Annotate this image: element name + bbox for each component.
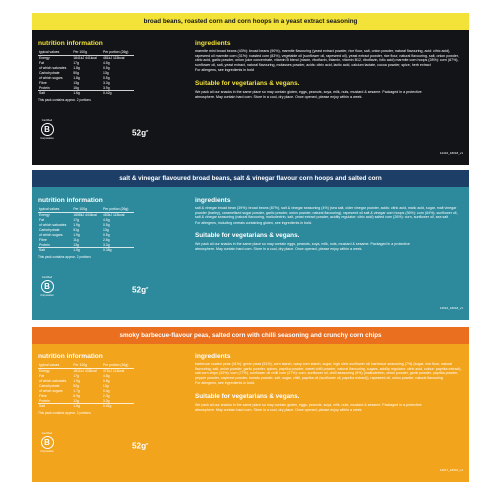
- table-cell: 0.41g: [102, 404, 134, 409]
- table-cell: Fibre: [39, 237, 47, 242]
- table-cell: 1.9g: [73, 232, 80, 237]
- product-banner: broad beans, roasted corn and corn hoops in a yeast extract seasoning: [32, 13, 469, 30]
- table-cell: Fibre: [39, 393, 47, 398]
- table-cell: 17g: [73, 374, 79, 379]
- table-cell: 1841kJ 441kcal: [73, 56, 97, 61]
- table-cell: Protein: [39, 242, 50, 247]
- table-cell: 4.5g: [102, 61, 110, 66]
- product-banner: smoky barbecue-flavour peas, salted corn with chilli seasoning and crunchy corn chips: [32, 327, 469, 344]
- table-cell: Carbohydrate: [39, 227, 60, 232]
- table-cell: 1.9g: [73, 379, 80, 384]
- table-cell: Fat: [39, 374, 44, 379]
- table-cell: 483kJ 115kcal: [102, 213, 125, 218]
- nutrition-title: nutrition information: [38, 197, 103, 204]
- table-cell: 51g: [73, 227, 79, 232]
- table-cell: of which sugars: [39, 75, 63, 80]
- cert-top-label: Certified: [41, 118, 53, 122]
- table-cell: 3.3g: [102, 242, 110, 247]
- table-cell: 0.42g: [102, 91, 134, 96]
- portions-note: This pack contains approx. 2 portions: [38, 254, 91, 259]
- pack-weight: [132, 285, 148, 295]
- table-cell: 1.8g: [73, 75, 80, 80]
- table-cell: 17g: [73, 61, 79, 66]
- b-corp-logo-icon: B: [41, 123, 54, 136]
- vegan-title: Suitable for vegetarians & vegans.: [195, 79, 300, 87]
- table-cell: 1858kJ 444kcal: [73, 213, 97, 218]
- table-header-cell: typical values: [38, 363, 72, 368]
- storage-text: We pack all our snacks in the same place so may contain gluten, eggs, peanuts, soya, milk, nuts, mustard & sesame. Packaged in a protective atmosphere. May contain hard corn. Store in a cool, dry place. Once opened, please enjoy within a week.: [195, 89, 422, 99]
- table-cell: 1.6g: [72, 91, 102, 96]
- b-corp-certification: [38, 119, 56, 140]
- pack-code: 12516_18018_v1: [439, 306, 463, 310]
- table-cell: of which sugars: [39, 388, 63, 393]
- table-cell: of which saturates: [39, 379, 67, 384]
- table-cell: 13g: [73, 80, 79, 85]
- nutrition-title: nutrition information: [38, 40, 103, 47]
- table-header-cell: Per 100g: [72, 50, 102, 55]
- estimated-mark: e: [146, 441, 149, 446]
- table-cell: Salt: [38, 248, 72, 253]
- table-cell: 1.6g: [72, 404, 102, 409]
- table-cell: 3.2g: [102, 398, 110, 403]
- cert-top-label: Certified: [41, 431, 53, 435]
- pack-weight: [132, 128, 148, 138]
- table-row: [38, 91, 134, 96]
- table-cell: Energy: [39, 56, 50, 61]
- table-cell: 12g: [73, 398, 79, 403]
- table-cell: 8.9g: [73, 393, 80, 398]
- table-cell: 2.8g: [102, 237, 110, 242]
- panel-smoky-barbecue: [32, 327, 469, 482]
- cert-top-label: Certified: [41, 275, 53, 279]
- estimated-mark: e: [146, 128, 149, 133]
- b-corp-certification: [38, 432, 56, 453]
- table-cell: Fibre: [39, 80, 47, 85]
- storage-text: We pack all our snacks in the same place so may contain eggs, peanuts, soya, milk, nuts, mustard & sesame. Packaged in a protective atmosphere. May contain hard corn. Store in a cool, dry place. Once opened, please enjoy within a week.: [195, 242, 410, 251]
- table-cell: 0.5g: [102, 75, 110, 80]
- table-cell: 1.8g: [73, 66, 80, 71]
- product-banner: salt & vinegar flavoured broad beans, salt & vinegar flavour corn hoops and salted corn: [32, 170, 469, 187]
- table-cell: 13g: [73, 242, 79, 247]
- weight-value: 52g: [132, 285, 147, 295]
- table-cell: of which saturates: [39, 223, 67, 228]
- pack-weight: [132, 441, 148, 451]
- table-cell: 0.38g: [102, 248, 134, 253]
- nutrition-table: [38, 207, 134, 253]
- vegan-title: Suitable for vegetarians & vegans.: [195, 232, 300, 240]
- table-cell: 50g: [73, 70, 79, 75]
- table-row: [38, 248, 134, 253]
- allergen-note: For allergens, including cereals containing gluten, see ingredients in bold.: [195, 220, 312, 225]
- table-header-cell: typical values: [38, 50, 72, 55]
- pack-code: 12917_18018_v1: [439, 468, 463, 472]
- storage-text: We pack all our snacks in the same place so may contain gluten, eggs, peanuts, soya, milk, nuts, mustard & sesame. Packaged in a protective atmosphere. May contain hard corn. Store in a cool, dry place. Once opened, please enjoy within a week.: [195, 402, 422, 412]
- table-cell: 481kJ 115kcal: [102, 56, 125, 61]
- table-cell: Salt: [38, 91, 72, 96]
- table-cell: 1.5g: [72, 248, 102, 253]
- b-corp-logo-icon: B: [41, 280, 54, 293]
- table-header-cell: Per portion (26g): [102, 363, 134, 368]
- table-cell: of which sugars: [39, 232, 63, 237]
- cert-bottom-label: Corporation: [40, 450, 54, 454]
- table-cell: Energy: [39, 369, 50, 374]
- allergen-note: For allergens, see ingredients in bold: [195, 68, 254, 73]
- pack-code: 12416_18018_v1: [439, 151, 463, 155]
- table-row: [38, 404, 134, 409]
- table-header-cell: Per portion (26g): [102, 207, 134, 212]
- table-cell: 4.5g: [102, 218, 110, 223]
- ingredients-text: salt & vinegar broad bean (39%): broad beans (87%), salt & vinegar seasoning (4%) (sea salt, cider vinegar powder, acids: citric acid, malic acid, sugar, malt vinegar powder (barley), caramelised sugar powder, garlic powder, onion powder, natural flavouring), rapeseed oil salt & vinegar corn hoops (36%): corn (84%), sunflower oil, salt & vinegar seasoning (natural flavouring, maltodextrin, salt, yeast extract powder, acidity regulator: citric acid) salted corn (26%): corn, sunflower oil, sea salt: [195, 206, 458, 220]
- allergen-note: For allergens, see ingredients in bold.: [195, 381, 255, 386]
- table-cell: 2.3g: [102, 393, 110, 398]
- table-cell: Energy: [39, 213, 50, 218]
- table-header-cell: Per 100g: [72, 363, 102, 368]
- table-cell: Fat: [39, 218, 44, 223]
- ingredients-text: barbecue coated peas (41%): green peas (51%), corn starch, waxy corn starch, sugar, high oleic sunflower oil, barbecue seasoning (7%) (sugar, rice flour, natural flavouring, salt, onion powder, garlic powder, spices, paprika powder, sweet chilli powder, natural flavouring, sugars, acidity regulator: citric acid, colour: paprika extract), salt corn chips (33%): corn (77%), sunflower oil chilli corn (27%): corn, sunflower oil, chilli seasoning (5%) (maltodextrin, onion powder, garlic powder, paprika powder, pepper powder, cayenne powder, tomato powder, salt, sugar, chilli, paprika oil (sunflower oil, paprika extract)), rapeseed oil, onion powder, natural flavouring: [195, 362, 462, 380]
- table-cell: 1811kJ 433kcal: [73, 369, 97, 374]
- table-cell: 0.5g: [102, 223, 110, 228]
- table-cell: 13g: [102, 383, 109, 388]
- table-cell: 3.3g: [102, 80, 110, 85]
- table-cell: Carbohydrate: [39, 70, 60, 75]
- nutrition-title: nutrition information: [38, 353, 103, 360]
- portions-note: This pack contains approx. 2 portions: [38, 410, 91, 415]
- table-cell: 11g: [73, 237, 79, 242]
- table-cell: 471kJ 113kcal: [102, 369, 125, 374]
- weight-value: 52g: [132, 128, 147, 138]
- table-cell: Salt: [38, 404, 72, 409]
- ingredients-title: ingredients: [195, 353, 231, 360]
- b-corp-logo-icon: B: [41, 436, 54, 449]
- nutrition-section: [38, 197, 188, 298]
- cert-bottom-label: Corporation: [40, 294, 54, 298]
- table-cell: 1.7g: [73, 388, 80, 393]
- table-header-cell: typical values: [38, 207, 72, 212]
- vegan-title: Suitable for vegetarians & vegans.: [195, 392, 300, 400]
- ingredients-title: ingredients: [195, 40, 231, 47]
- panel-salt-vinegar: [32, 170, 469, 320]
- nutrition-section: [38, 353, 188, 454]
- table-cell: 1.9g: [73, 223, 80, 228]
- table-cell: 4.5g: [102, 374, 110, 379]
- ingredients-section: [195, 197, 463, 252]
- nutrition-table: [38, 50, 134, 96]
- table-cell: Fat: [39, 61, 44, 66]
- table-cell: 13g: [102, 70, 109, 75]
- portions-note: This pack contains approx. 2 portions: [38, 97, 91, 102]
- weight-value: 52g: [132, 441, 147, 451]
- table-cell: 0.4g: [102, 388, 110, 393]
- table-cell: 15g: [73, 85, 79, 90]
- nutrition-table: [38, 363, 134, 409]
- table-cell: 17g: [73, 218, 79, 223]
- ingredients-section: [195, 353, 463, 412]
- cert-bottom-label: Corporation: [40, 137, 54, 141]
- estimated-mark: e: [146, 285, 149, 290]
- table-header-cell: Per portion (26g): [102, 50, 134, 55]
- table-cell: 52g: [73, 383, 79, 388]
- table-header-cell: Per 100g: [72, 207, 102, 212]
- ingredients-text: marmite mini broad beans (43%): broad beans (90%), marmite flavouring (yeast extract powder, rice flour, salt, onion powder, natural flavouring, acid: citric acid), rapeseed oil marmite corn (31%): roasted corn (83%), vegetable oil (sunflower oil, rapeseed oil), yeast extract powder, rice flour, natural flavouring, salt, onion powder, citric acid, garlic powder, onion juice concentrate, vitamin B blend (niacin, riboflavin, thiamin, vitamin B12, riboflavin, folic acid) marmite corn hoops (28%): corn (87%), sunflower oil, salt, yeast extract, natural flavouring, molasses powder, acids: citric acid, lactic acid, calcium lactate, cocoa powder, spice, herb extract: [195, 49, 459, 67]
- panel-marmite: [32, 13, 469, 165]
- table-cell: Carbohydrate: [39, 383, 60, 388]
- b-corp-certification: [38, 276, 56, 297]
- ingredients-section: [195, 40, 463, 99]
- table-cell: 0.5g: [102, 232, 110, 237]
- table-cell: Protein: [39, 398, 50, 403]
- nutrition-section: [38, 40, 188, 141]
- table-cell: Protein: [39, 85, 50, 90]
- table-cell: 3.9g: [102, 85, 110, 90]
- table-cell: 0.5g: [102, 66, 110, 71]
- ingredients-title: ingredients: [195, 197, 231, 204]
- table-cell: 13g: [102, 227, 109, 232]
- table-cell: 0.5g: [102, 379, 110, 384]
- table-cell: of which saturates: [39, 66, 67, 71]
